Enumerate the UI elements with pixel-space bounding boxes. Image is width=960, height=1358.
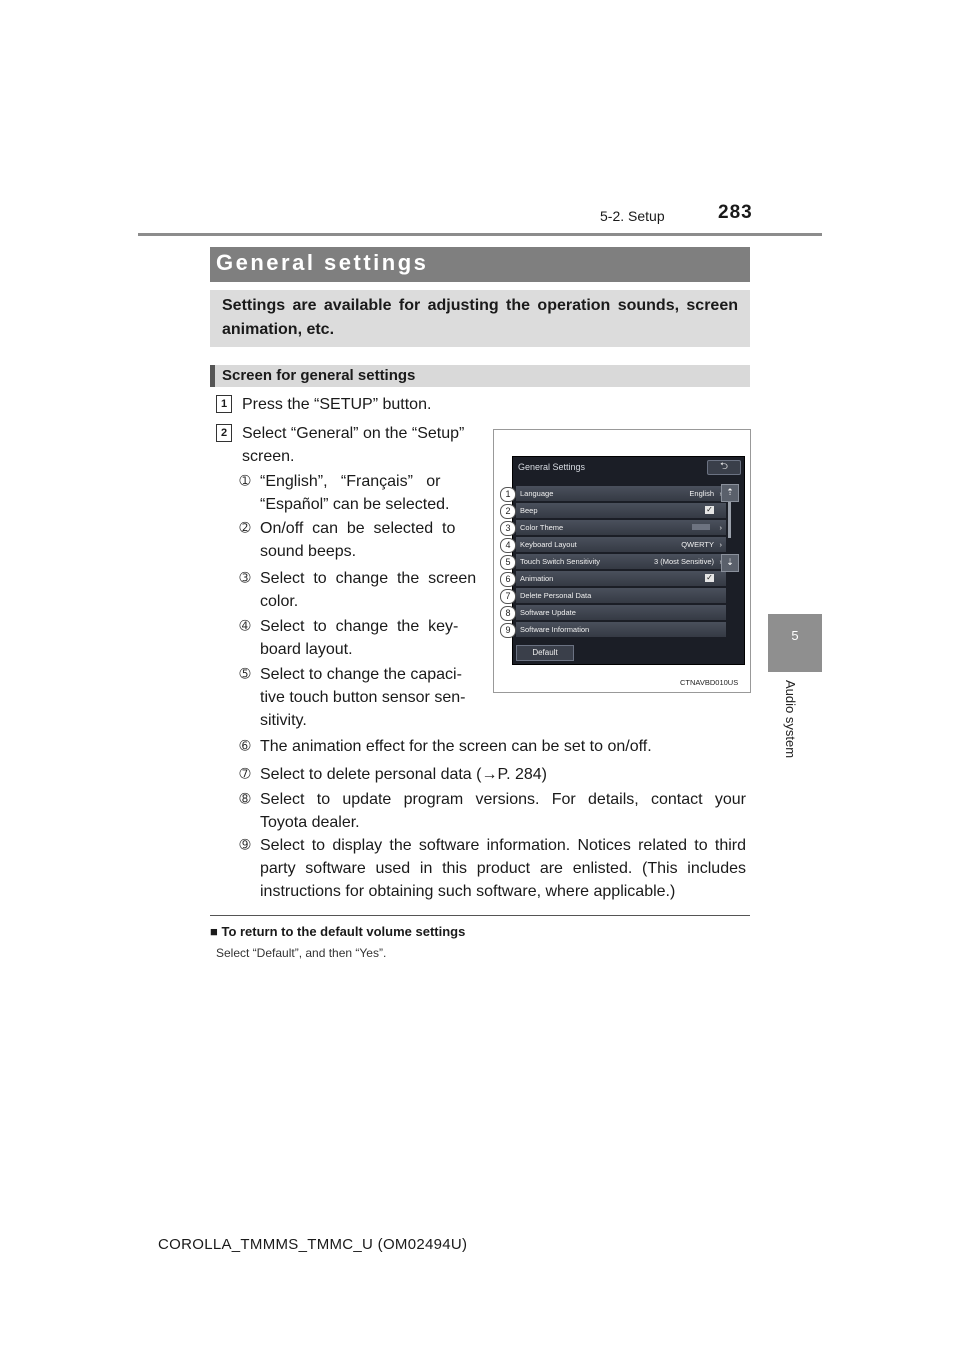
menu-row-language[interactable] — [516, 486, 726, 502]
step-1-text: Press the “SETUP” button. — [242, 396, 432, 413]
step-1-marker: 1 — [216, 395, 232, 413]
item-4-line2: board layout. — [260, 641, 353, 658]
subsection-accent — [210, 365, 215, 387]
callout-1: 1 — [500, 487, 516, 502]
step-2-marker: 2 — [216, 424, 232, 442]
note-divider — [210, 915, 750, 916]
callout-4: 4 — [500, 538, 516, 553]
item-6-marker: ➅ — [239, 739, 251, 754]
row-label: Software Update — [520, 608, 576, 617]
menu-row-keyboard-layout[interactable] — [516, 537, 726, 553]
checkbox-icon[interactable]: ✓ — [706, 505, 713, 514]
scroll-up-button[interactable]: ⇡ — [721, 484, 739, 502]
scroll-down-button[interactable]: ⇣ — [721, 554, 739, 572]
callout-5: 5 — [500, 555, 516, 570]
step-2-line2: screen. — [242, 448, 295, 465]
figure-caption: CTNAVBD010US — [680, 678, 739, 687]
item-3-line2: color. — [260, 593, 299, 610]
subsection-title: Screen for general settings — [222, 367, 416, 384]
chevron-right-icon: › — [719, 523, 722, 532]
callout-3: 3 — [500, 521, 516, 536]
default-button[interactable]: Default — [516, 645, 574, 661]
row-value: QWERTY — [681, 540, 714, 549]
note-heading: ■ To return to the default volume settings — [210, 924, 466, 939]
item-4-line1: Select to change the key- — [260, 618, 459, 635]
page-number: 283 — [718, 202, 753, 223]
item-8-marker: ➇ — [239, 792, 251, 807]
item-7-marker: ➆ — [239, 767, 251, 782]
row-value: English — [689, 489, 714, 498]
chapter-tab — [768, 614, 822, 672]
menu-row-software-update[interactable] — [516, 605, 726, 621]
item-9-line1: Select to display the software information. Notices related to third — [260, 837, 746, 854]
row-label: Delete Personal Data — [520, 591, 592, 600]
item-4-marker: ➃ — [239, 619, 251, 634]
item-5-line1: Select to change the capaci- — [260, 666, 462, 683]
intro-text: Settings are available for adjusting the operation sounds, screen animation, etc. — [222, 297, 738, 338]
header-rule — [138, 233, 822, 236]
item-1-marker: ➀ — [239, 474, 251, 489]
item-2-line1: On/off can be selected to — [260, 520, 456, 537]
item-8-line1: Select to update program versions. For details, contact your — [260, 791, 746, 808]
callout-9: 9 — [500, 623, 516, 638]
callout-6: 6 — [500, 572, 516, 587]
item-1-line2: “Español” can be selected. — [260, 496, 450, 513]
menu-row-color-theme[interactable] — [516, 520, 726, 536]
item-8-line2: Toyota dealer. — [260, 814, 360, 831]
screen-title: General Settings — [518, 462, 586, 472]
chevron-right-icon: › — [719, 540, 722, 549]
menu-row-touch-sensitivity[interactable] — [516, 554, 726, 570]
row-label: Software Information — [520, 625, 590, 634]
item-2-marker: ➁ — [239, 521, 251, 536]
item-1-line1: “English”, “Français” or — [260, 473, 441, 490]
callout-7: 7 — [500, 589, 516, 604]
row-label: Color Theme — [520, 523, 564, 532]
item-9-marker: ➈ — [239, 838, 251, 853]
item-6-line1: The animation effect for the screen can be set to on/off. — [260, 738, 652, 755]
menu-row-beep[interactable] — [516, 503, 726, 519]
item-2-line2: sound beeps. — [260, 543, 357, 560]
item-5-marker: ➄ — [239, 667, 251, 682]
menu-row-delete-personal-data[interactable] — [516, 588, 726, 604]
item-9-line3: instructions for obtaining such software, where applicable.) — [260, 883, 676, 900]
footer-model-code: COROLLA_TMMMS_TMMC_U (OM02494U) — [158, 1236, 468, 1253]
row-label: Beep — [520, 506, 538, 515]
row-label: Keyboard Layout — [520, 540, 577, 549]
item-5-line3: sitivity. — [260, 712, 307, 729]
row-value: 3 (Most Sensitive) — [653, 557, 714, 566]
note-body: Select “Default”, and then “Yes”. — [216, 946, 387, 960]
chapter-title-text: Audio system — [783, 680, 798, 759]
item-9-line2: party software used in this product are enlisted. (This includes — [260, 860, 746, 877]
page-title: General settings — [216, 250, 429, 275]
menu-row-software-information[interactable] — [516, 622, 726, 638]
scrollbar[interactable] — [728, 502, 731, 538]
row-label: Touch Switch Sensitivity — [520, 557, 601, 566]
color-swatch — [692, 524, 710, 530]
menu-row-animation[interactable] — [516, 571, 726, 587]
callout-8: 8 — [500, 606, 516, 621]
checkbox-icon[interactable]: ✓ — [706, 573, 713, 582]
item-7-line1: Select to delete personal data (→P. 284) — [260, 766, 547, 783]
step-2-line1: Select “General” on the “Setup” — [242, 425, 465, 442]
back-button[interactable]: ⮌ — [707, 460, 741, 475]
row-label: Language — [520, 489, 554, 498]
item-5-line2: tive touch button sensor sen- — [260, 689, 466, 706]
chapter-title — [770, 680, 810, 780]
row-label: Animation — [520, 574, 554, 583]
item-3-line1: Select to change the screen — [260, 570, 477, 587]
callout-2: 2 — [500, 504, 516, 519]
chapter-number: 5 — [791, 628, 799, 643]
item-3-marker: ➂ — [239, 571, 251, 586]
section-label: 5-2. Setup — [600, 208, 665, 224]
